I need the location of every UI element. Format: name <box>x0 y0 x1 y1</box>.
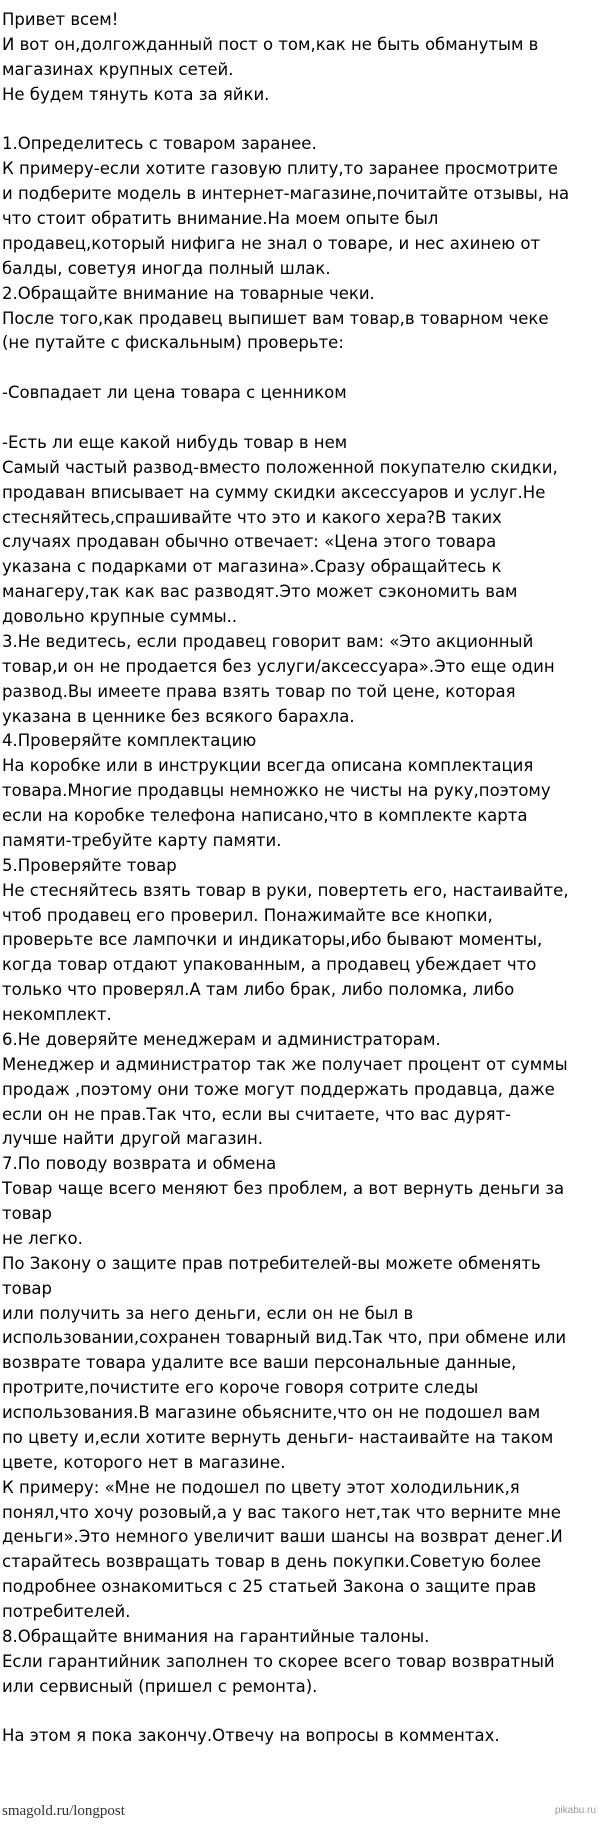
text-line: чтоб продавец его проверил. Понажимайте все кнопки, <box>2 905 493 925</box>
text-line: указана с подарками от магазина».Сразу обращайтесь к <box>2 557 502 577</box>
text-line: довольно крупные суммы.. <box>2 607 238 626</box>
text-line: 3.Не ведитесь, если продавец говорит вам: «Это акционный <box>2 631 534 651</box>
text-line: манагеру,так как вас разводят.Это может сэкономить вам <box>2 582 518 602</box>
text-line: И вот он,долгожданный пост о том,как не быть обманутым в <box>2 34 539 54</box>
text-line: и подберите модель в интернет-магазине,почитайте отзывы, на <box>2 184 570 204</box>
text-line: когда товар отдают упакованным, а продавец убеждает что <box>2 955 537 975</box>
text-line: проверьте все лампочки и индикаторы,ибо бывают моменты, <box>2 930 543 950</box>
text-line: К примеру: «Мне не подошел по цвету этот холодильник,я <box>2 1477 520 1497</box>
text-line: или сервисный (пришел с ремонта). <box>2 1676 318 1696</box>
text-line: памяти-требуйте карту памяти. <box>2 830 282 850</box>
text-line: 5.Проверяйте товар <box>2 855 177 875</box>
text-line: (не путайте с фискальным) проверьте: <box>2 333 344 353</box>
text-line: протрите,почистите его короче говоря сотрите следы <box>2 1378 479 1398</box>
text-line: После того,как продавец выпишет вам товар,в товарном чеке <box>2 308 549 328</box>
text-line: деньги».Это немного увеличит ваши шансы на возврат денег.И <box>2 1527 563 1547</box>
site-watermark: pikabu.ru <box>554 1805 596 1816</box>
text-line: только что проверял.А там либо брак, либо поломка, либо <box>2 980 515 1000</box>
text-line: 8.Обращайте внимания на гарантийные талоны. <box>2 1626 430 1646</box>
text-line: Не будем тянуть кота за яйки. <box>2 84 270 104</box>
text-line: по цвету и,если хотите вернуть деньги- настаивайте на таком <box>2 1427 554 1447</box>
text-line: магазинах крупных сетей. <box>2 59 234 79</box>
text-line <box>2 108 594 133</box>
text-line: К примеру-если хотите газовую плиту,то заранее просмотрите <box>2 159 558 179</box>
text-line: 6.Не доверяйте менеджерам и администраторам. <box>2 1029 441 1049</box>
text-line: случаях продаван обычно отвечает: «Цена этого товара <box>2 532 497 552</box>
text-line: цвете, которого нет в магазине. <box>2 1452 286 1472</box>
text-line: товар,и он не продается без услуги/аксессуара».Это еще один <box>2 656 555 676</box>
text-line <box>2 356 594 381</box>
text-line: стесняйтесь,спрашивайте что это и какого хера?В таких <box>2 507 502 527</box>
text-line: Если гарантийник заполнен то скорее всего товар возвратный <box>2 1651 555 1671</box>
text-line <box>2 406 594 431</box>
text-line: 4.Проверяйте комплектацию <box>2 731 257 751</box>
text-line: -Есть ли еще какой нибудь товар в нем <box>2 432 348 452</box>
text-line: Не стесняйтесь взять товар в руки, повертеть его, настаивайте, <box>2 880 569 900</box>
text-line: или получить за него деньги, если он не был в <box>2 1303 414 1323</box>
text-line: возврате товара удалите все ваши персональные данные, <box>2 1353 517 1373</box>
text-line: Менеджер и администратор так же получает процент от суммы <box>2 1054 568 1074</box>
text-line: если он не прав.Так что, если вы считаете, что вас дурят- <box>2 1104 512 1124</box>
text-line: некомплект. <box>2 1005 112 1024</box>
text-line: По Закону о защите прав потребителей-вы можете обменять <box>2 1253 541 1273</box>
text-line: развод.Вы имеете права взять товар по той цене, которая <box>2 681 516 701</box>
text-line: лучше найти другой магазин. <box>2 1129 264 1149</box>
source-watermark: smagold.ru/longpost <box>2 1803 125 1819</box>
post-body <box>2 8 594 1749</box>
text-line: использования.В магазине обьясните,что он не подошел вам <box>2 1403 541 1422</box>
text-line: Товар чаще всего меняют без проблем, а вот вернуть деньги за <box>2 1179 565 1199</box>
text-line: продавец,который нифига не знал о товаре, и нес ахинею от <box>2 233 541 253</box>
text-line: Самый частый развод-вместо положенной покупателю скидки, <box>2 457 558 477</box>
text-line: товара.Многие продавцы немножко не чисты на руку,поэтому <box>2 781 551 801</box>
text-line: товар <box>2 1204 53 1223</box>
text-line: не легко. <box>2 1228 83 1248</box>
text-line: 1.Определитесь с товаром заранее. <box>2 134 317 154</box>
text-line: потребителей. <box>2 1602 131 1621</box>
text-line: подробнее ознакомиться с 25 статьей Закона о защите прав <box>2 1577 537 1597</box>
text-line: указана в ценнике без всякого барахла. <box>2 706 355 726</box>
text-line: На этом я пока закончу.Отвечу на вопросы в комментах. <box>2 1726 500 1746</box>
text-line: 7.По поводу возврата и обмена <box>2 1154 277 1174</box>
text-line: продаван вписывает на сумму скидки аксессуаров и услуг.Не <box>2 482 546 502</box>
text-line: понял,что хочу розовый,а у вас такого нет,так что верните мне <box>2 1502 561 1522</box>
text-line: 2.Обращайте внимание на товарные чеки. <box>2 283 375 303</box>
text-line: товар <box>2 1278 53 1298</box>
text-line: продаж ,поэтому они тоже могут поддержать продавца, даже <box>2 1079 555 1099</box>
text-line: что стоит обратить внимание.На моем опыте был <box>2 209 439 228</box>
text-line: -Совпадает ли цена товара с ценником <box>2 383 347 403</box>
text-line <box>2 1700 594 1725</box>
text-line: балды, советуя иногда полный шлак. <box>2 258 331 278</box>
text-line: использовании,сохранен товарный вид.Так что, при обмене или <box>2 1328 567 1348</box>
text-line: если на коробке телефона написано,что в комплекте карта <box>2 806 528 825</box>
text-line: На коробке или в инструкции всегда описана комплектация <box>2 756 534 776</box>
text-line: старайтесь возвращать товар в день покупки.Советую более <box>2 1552 542 1572</box>
text-line: Привет всем! <box>2 10 119 29</box>
